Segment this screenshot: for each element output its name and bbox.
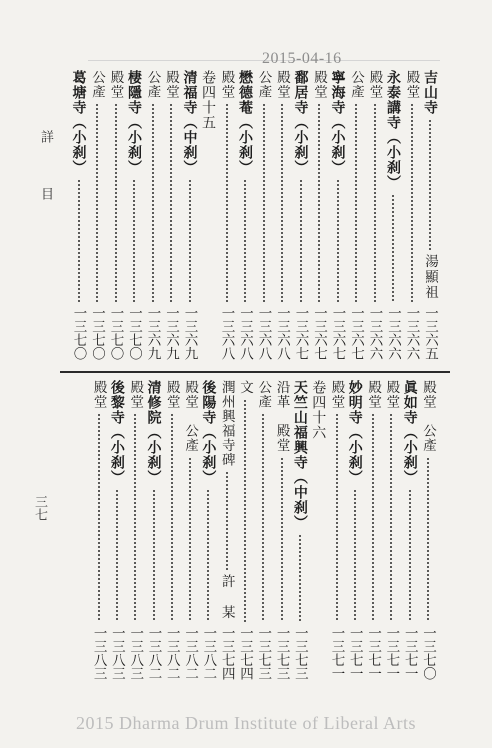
entry-title: 殿堂 [163, 380, 180, 409]
half-divider [60, 371, 450, 373]
toc-entry [363, 380, 383, 680]
page-ref: 一三六九 [163, 306, 179, 360]
page-ref: 一三七一 [328, 626, 345, 680]
dot-leader [272, 457, 292, 623]
toc-entry [106, 70, 126, 360]
toc-entry [253, 380, 273, 680]
page-number: 三七 [32, 495, 47, 521]
entry-title: 清修院（小刹） [145, 380, 162, 485]
dot-leader [383, 194, 403, 302]
dot-leader [402, 103, 422, 302]
dot-leader [309, 103, 329, 302]
entry-title: 永泰講寺（小刹） [385, 70, 401, 190]
entry-title: 殿堂 公產 [182, 380, 199, 453]
entry-title: 後黎寺（小刹） [108, 380, 125, 485]
entry-title: 妙明寺（小刹） [346, 380, 363, 485]
dot-leader [217, 103, 237, 302]
toc-entry [180, 380, 200, 680]
page-ref: 一三六八 [237, 306, 253, 360]
toc-entry [290, 380, 310, 680]
section-title: 卷四十五 [200, 70, 216, 130]
dot-leader [198, 489, 218, 622]
entry-title: 殿堂 [163, 70, 179, 99]
page-ref: 一三七一 [383, 626, 400, 680]
page-ref: 一三六六 [366, 306, 383, 360]
entry-title: 清福寺（中刹） [181, 70, 198, 175]
toc-entry [345, 380, 365, 680]
page-ref: 一三六八 [274, 306, 290, 360]
page-ref: 一三六七 [348, 306, 364, 360]
page-ref: 一三八三 [90, 626, 107, 680]
toc-entry [381, 380, 401, 680]
date-stamp: 2015-04-16 [262, 50, 342, 67]
entry-title: 殿堂 [365, 380, 382, 409]
toc-entry [87, 70, 107, 360]
dot-leader [328, 179, 348, 302]
page-ref: 一三六七 [329, 306, 346, 360]
page-ref: 一三八二 [200, 626, 217, 680]
page-ref: 一三七三 [273, 626, 290, 680]
page-ref: 一三八三 [108, 626, 125, 680]
entry-title: 公產 [89, 70, 105, 99]
entry-title: 寧海寺（小刹） [329, 70, 346, 175]
entry-author: 湯顯祖 [422, 253, 438, 300]
entry-title: 殿堂 [383, 380, 400, 409]
entry-title: 殿堂 [328, 380, 345, 409]
dot-leader [418, 457, 438, 623]
toc-entry [107, 380, 127, 680]
page-ref: 一三六六 [385, 306, 401, 360]
dot-leader [124, 179, 144, 302]
toc-entry [144, 380, 164, 680]
dot-leader [107, 489, 127, 622]
entry-title: 公產 [348, 70, 364, 99]
section-title: 卷四十六 [310, 380, 327, 440]
entry-title: 吉山寺 [422, 70, 438, 115]
page-ref: 一三八三 [127, 626, 144, 680]
page-ref: 一三七一 [346, 626, 363, 680]
page-ref: 一三八二 [182, 626, 199, 680]
toc-entry [124, 70, 144, 360]
dot-leader [69, 179, 89, 302]
dot-leader [381, 413, 401, 622]
dot-leader [143, 103, 163, 302]
dot-leader [162, 413, 182, 622]
dot-leader [253, 413, 273, 622]
dot-leader [235, 399, 255, 623]
toc-entry [180, 70, 200, 360]
dot-leader [400, 489, 420, 622]
footer-watermark: 2015 Dharma Drum Institute of Liberal Arts [76, 713, 416, 733]
dot-leader [291, 179, 311, 302]
dot-leader [106, 103, 126, 302]
entry-title: 天竺山福興寺（中刹） [291, 380, 308, 530]
side-label: 詳 目 [38, 130, 53, 221]
dot-leader [327, 413, 347, 622]
entry-title: 公產 [144, 70, 161, 99]
toc-entry [400, 380, 420, 680]
entry-title: 潤州興福寺碑 [218, 380, 235, 467]
page-ref: 一三六五 [422, 306, 438, 360]
dot-leader [254, 103, 274, 302]
toc-entry [365, 70, 385, 360]
page-ref: 一三六七 [292, 306, 309, 360]
entry-title: 殿堂 [127, 380, 144, 409]
entry-title: 殿堂 公產 [420, 380, 436, 453]
dot-leader [87, 103, 107, 302]
dot-leader [272, 103, 292, 302]
toc-entry [235, 380, 255, 680]
entry-title: 葛塘寺（小刹） [70, 70, 87, 175]
page-ref: 一三七〇 [126, 306, 142, 360]
section-heading [198, 70, 218, 360]
dot-leader [363, 413, 383, 622]
entry-title: 殿堂 [403, 70, 420, 99]
entry-title: 眞如寺（小刹） [401, 380, 418, 485]
page-ref: 一三七四 [218, 626, 235, 680]
toc-entry [217, 70, 237, 360]
page-ref: 一三七三 [255, 626, 272, 680]
toc-entry [309, 70, 329, 360]
page-ref: 一三七〇 [89, 306, 105, 360]
page-ref: 一三六八 [255, 306, 272, 360]
page-ref: 一三七一 [401, 626, 418, 680]
dot-leader [125, 413, 145, 622]
toc-entry [418, 380, 438, 680]
entry-title: 殿堂 [218, 70, 235, 99]
toc-entry [402, 70, 422, 360]
toc-entry [69, 70, 89, 360]
toc-entry [272, 380, 292, 680]
toc-entry [143, 70, 163, 360]
entry-title: 後陽寺（小刹） [200, 380, 217, 485]
entry-title: 公產 [255, 380, 272, 409]
toc-entry [254, 70, 274, 360]
page-ref: 一三六九 [144, 306, 161, 360]
entry-author: 許 某 [218, 573, 235, 620]
toc-entry [328, 70, 348, 360]
dot-leader [161, 103, 181, 302]
page-ref: 一三七一 [365, 626, 382, 680]
toc-entry [327, 380, 347, 680]
page-ref: 一三七〇 [70, 306, 87, 360]
page-ref: 一三八二 [163, 626, 180, 680]
dot-leader [144, 489, 164, 622]
section-heading [308, 380, 328, 680]
toc-entry [161, 70, 181, 360]
dot-leader [345, 489, 365, 622]
entry-title: 沿革 殿堂 [273, 380, 290, 453]
entry-title: 殿堂 [90, 380, 107, 409]
page-ref: 一三六九 [181, 306, 198, 360]
dot-leader [180, 179, 200, 302]
toc-entry [291, 70, 311, 360]
entry-title: 殿堂 [107, 70, 124, 99]
dot-leader [180, 457, 200, 623]
dot-leader [365, 103, 385, 302]
toc-entry [125, 380, 145, 680]
entry-title: 懋德菴（小刹） [237, 70, 253, 175]
page-ref: 一三七三 [291, 626, 308, 680]
toc-entry [420, 70, 440, 360]
entry-title: 殿堂 [366, 70, 383, 99]
toc-entry [217, 380, 237, 680]
dot-leader [420, 119, 440, 250]
toc-entry [383, 70, 403, 360]
page-ref: 一三七〇 [107, 306, 124, 360]
dot-leader [346, 103, 366, 302]
entry-title: 鄱居寺（小刹） [292, 70, 309, 175]
dot-leader [235, 179, 255, 302]
entry-title: 殿堂 [274, 70, 290, 99]
dot-leader [217, 471, 237, 570]
toc-entry [162, 380, 182, 680]
page-ref: 一三六八 [218, 306, 235, 360]
entry-title: 公產 [255, 70, 272, 99]
toc-entry [346, 70, 366, 360]
page-ref: 一三八二 [145, 626, 162, 680]
dot-leader [290, 534, 310, 622]
toc-entry [89, 380, 109, 680]
dot-leader [89, 413, 109, 622]
entry-title: 文 [237, 380, 253, 395]
entry-title: 殿堂 [311, 70, 327, 99]
toc-entry [198, 380, 218, 680]
entry-title: 棲隱寺（小刹） [126, 70, 142, 175]
page-ref: 一三七四 [237, 626, 253, 680]
page-ref: 一三六七 [311, 306, 327, 360]
toc-entry [235, 70, 255, 360]
page-ref: 一三七〇 [420, 626, 436, 680]
page-ref: 一三六六 [403, 306, 420, 360]
toc-entry [272, 70, 292, 360]
